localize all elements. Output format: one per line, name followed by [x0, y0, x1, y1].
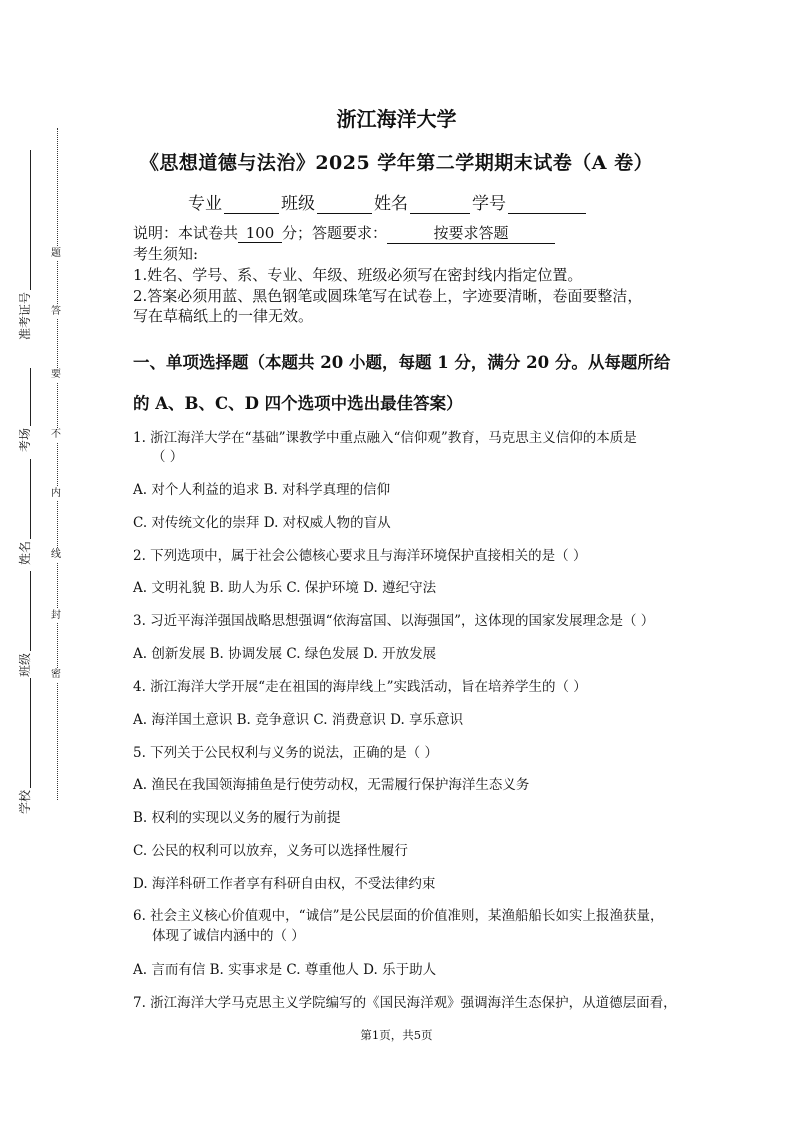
question-5-option-c: C. 公民的权利可以放弃，义务可以选择性履行 — [133, 843, 408, 859]
question-1-options-a: A. 对个人利益的追求 B. 对科学真理的信仰 — [133, 482, 391, 498]
seal-char: 不 — [51, 429, 61, 440]
question-6-options: A. 言而有信 B. 实事求是 C. 尊重他人 D. 乐于助人 — [133, 962, 437, 978]
school-blank[interactable] — [20, 678, 31, 788]
room-label: 考场 — [18, 427, 32, 452]
score-suffix: 分；答题要求： — [282, 224, 388, 242]
question-1-stem-cont: （ ） — [152, 449, 184, 465]
notice-item-2-cont: 写在草稿纸上的一律无效。 — [133, 307, 314, 325]
question-3-stem: 3. 习近平海洋强国战略思想强调“依海富国、以海强国”，这体现的国家发展理念是（ ） — [133, 613, 655, 629]
exam-number-field — [16, 150, 33, 340]
university-title: 浙江海洋大学 — [336, 107, 457, 131]
question-2-stem: 2. 下列选项中，属于社会公德核心要求且与海洋环境保护直接相关的是（ ） — [133, 548, 587, 564]
question-5-option-d: D. 海洋科研工作者享有科研自由权，不受法律约束 — [133, 876, 436, 892]
total-score: 100 — [238, 224, 282, 243]
margin-class-blank[interactable] — [20, 571, 31, 651]
margin-class-label: 班级 — [18, 652, 32, 677]
margin-class-field — [16, 571, 33, 677]
student-info-row — [188, 189, 588, 214]
question-7-stem: 7. 浙江海洋大学马克思主义学院编写的《国民海洋观》强调海洋生态保护，从道德层面看， — [133, 995, 677, 1011]
notice-item-2: 2.答案必须用蓝、黑色钢笔或圆珠笔写在试卷上，字迹要清晰，卷面要整洁， — [133, 287, 643, 305]
seal-char: 要 — [51, 369, 61, 380]
room-blank[interactable] — [20, 368, 31, 426]
question-3-options: A. 创新发展 B. 协调发展 C. 绿色发展 D. 开放发展 — [133, 646, 437, 662]
notice-title: 考生须知: — [133, 245, 199, 263]
question-1-options-b: C. 对传统文化的崇拜 D. 对权威人物的盲从 — [133, 515, 391, 531]
student-id-blank[interactable] — [508, 195, 586, 214]
seal-line — [57, 128, 58, 800]
margin-name-blank[interactable] — [20, 459, 31, 539]
name-label: 姓名 — [374, 194, 408, 214]
question-4-options: A. 海洋国土意识 B. 竞争意识 C. 消费意识 D. 享乐意识 — [133, 712, 464, 728]
question-5-option-a: A. 渔民在我国领海捕鱼是行使劳动权，无需履行保护海洋生态义务 — [133, 777, 530, 793]
margin-name-field — [16, 459, 33, 565]
question-2-options: A. 文明礼貌 B. 助人为乐 C. 保护环境 D. 遵纪守法 — [133, 580, 437, 596]
section-heading-cont: 的 A、B、C、D 四个选项中选出最佳答案） — [133, 394, 463, 413]
seal-char: 内 — [51, 488, 61, 499]
answer-requirement: 按要求答题 — [387, 222, 555, 244]
notice-item-1: 1.姓名、学号、系、专业、年级、班级必须写在密封线内指定位置。 — [133, 266, 583, 284]
question-6-stem: 6. 社会主义核心价值观中，“诚信”是公民层面的价值准则，某渔船船长如实上报渔获量， — [133, 908, 664, 924]
question-5-option-b: B. 权利的实现以义务的履行为前提 — [133, 810, 341, 826]
page-number: 第1页，共5页 — [360, 1028, 433, 1042]
seal-char: 封 — [51, 610, 61, 621]
room-field — [16, 368, 33, 452]
seal-char: 题 — [51, 248, 61, 259]
major-label: 专业 — [188, 194, 222, 214]
class-blank[interactable] — [317, 195, 372, 214]
section-heading: 一、单项选择题（本题共 20 小题，每题 1 分，满分 20 分。从每题所给 — [133, 353, 671, 372]
class-label: 班级 — [281, 194, 315, 214]
question-6-stem-cont: 体现了诚信内涵中的（ ） — [152, 928, 305, 944]
question-1-stem: 1. 浙江海洋大学在“基础”课教学中重点融入“信仰观”教育，马克思主义信仰的本质是 — [133, 430, 637, 446]
exam-number-label: 准考证号 — [18, 291, 32, 340]
question-4-stem: 4. 浙江海洋大学开展“走在祖国的海岸线上”实践活动，旨在培养学生的（ ） — [133, 679, 587, 695]
school-label: 学校 — [18, 789, 32, 814]
exam-title: 《思想道德与法治》2025 学年第二学期期末试卷（A 卷） — [139, 152, 654, 174]
seal-char: 答 — [51, 306, 61, 317]
seal-char: 密 — [51, 669, 61, 680]
student-id-label: 学号 — [472, 194, 506, 214]
margin-name-label: 姓名 — [18, 540, 32, 565]
school-field — [16, 678, 33, 814]
major-blank[interactable] — [224, 195, 279, 214]
seal-char: 线 — [51, 549, 61, 560]
description-prefix: 说明：本试卷共 — [133, 224, 239, 242]
exam-description — [133, 222, 555, 244]
question-5-stem: 5. 下列关于公民权利与义务的说法，正确的是（ ） — [133, 745, 438, 761]
name-blank[interactable] — [410, 195, 470, 214]
